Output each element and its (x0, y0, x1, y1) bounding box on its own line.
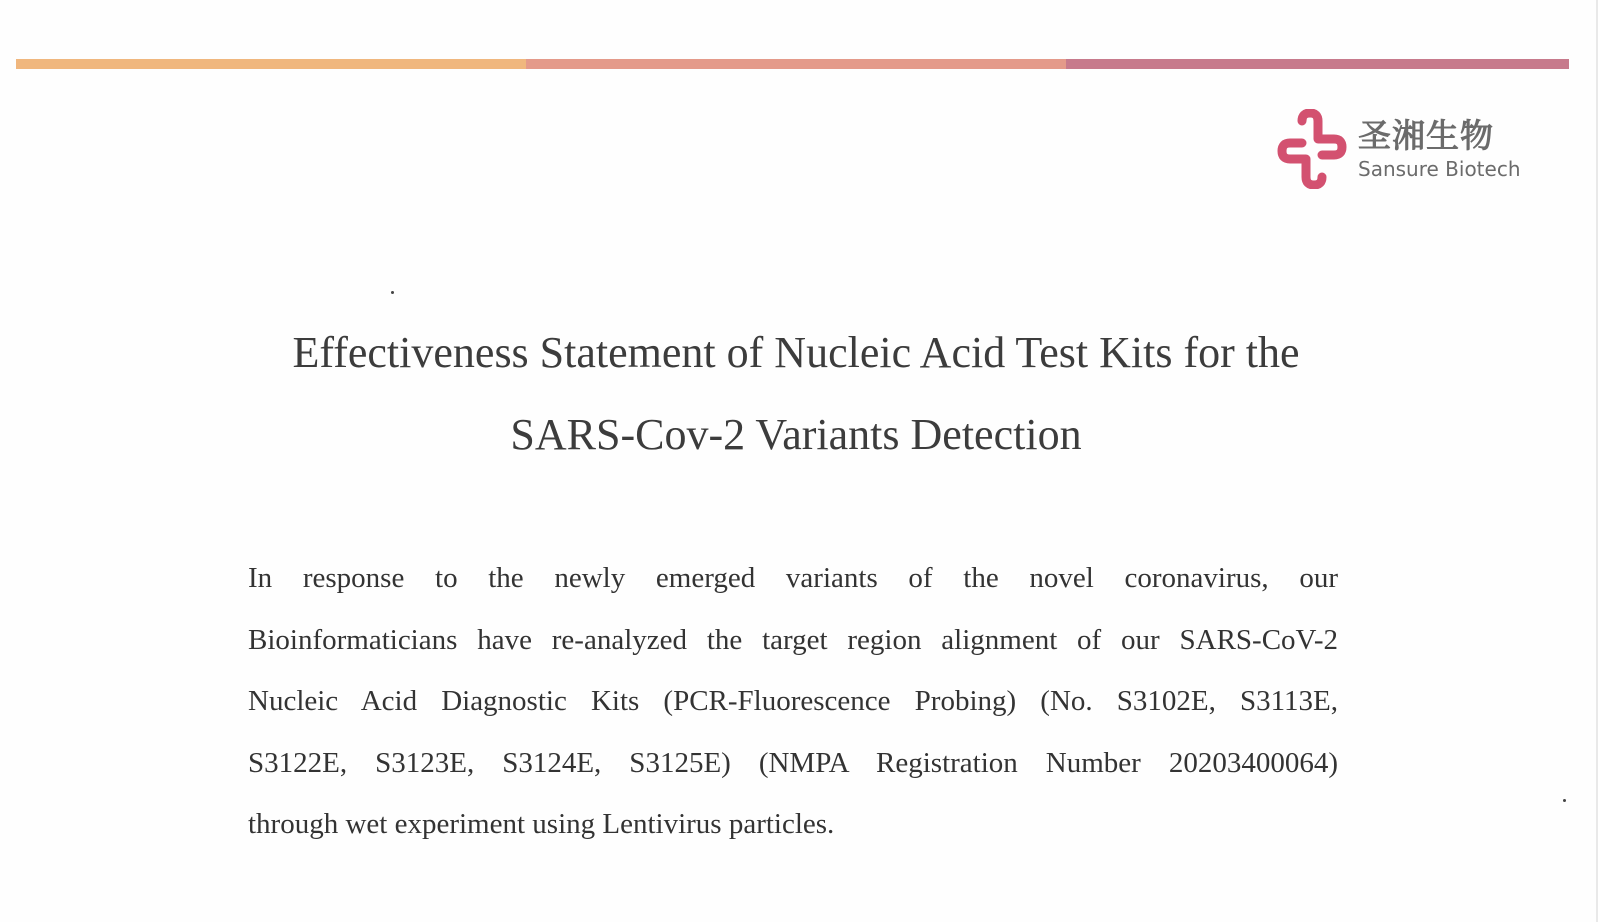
paragraph-line: Nucleic Acid Diagnostic Kits (PCR-Fluorescence Probing) (No. S3102E, S3113E, (248, 685, 1338, 717)
logo-wordmark (1358, 116, 1521, 181)
scan-speck (391, 291, 394, 294)
document-body-paragraph (248, 548, 1338, 856)
sansure-cross-icon (1272, 109, 1352, 189)
stripe-segment-rose (1066, 59, 1569, 69)
logo-english-name: Sansure Biotech (1358, 157, 1521, 181)
header-color-stripe (16, 59, 1569, 69)
title-line: Effectiveness Statement of Nucleic Acid Test Kits for the (292, 328, 1300, 377)
scan-speck (1563, 799, 1566, 802)
paragraph-line: In response to the newly emerged variants of the novel coronavirus, our (248, 562, 1338, 594)
stripe-segment-orange (16, 59, 526, 69)
logo-chinese-name: 圣湘生物 (1358, 116, 1494, 155)
paragraph-line: S3122E, S3123E, S3124E, S3125E) (NMPA Registration Number 20203400064) (248, 746, 1338, 779)
document-title (200, 312, 1392, 476)
company-logo (1272, 108, 1532, 190)
title-line: SARS-Cov-2 Variants Detection (510, 410, 1082, 459)
paragraph-line: through wet experiment using Lentivirus particles. (248, 808, 835, 840)
paragraph-line: Bioinformaticians have re-analyzed the target region alignment of our SARS-CoV-2 (248, 623, 1338, 656)
stripe-segment-salmon (526, 59, 1066, 69)
